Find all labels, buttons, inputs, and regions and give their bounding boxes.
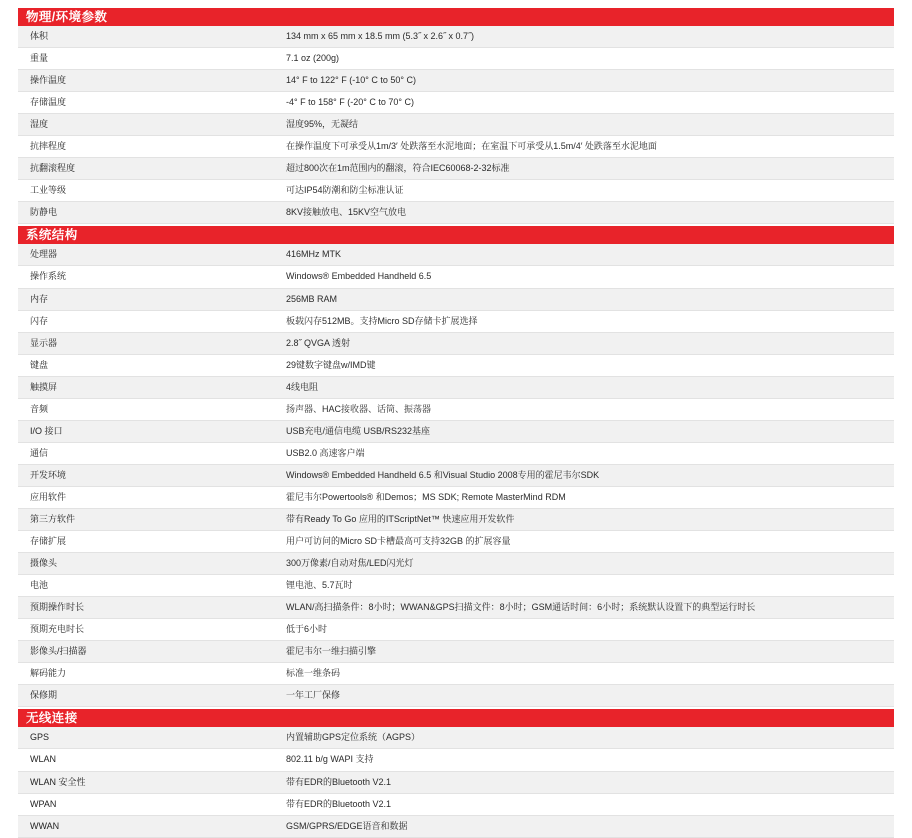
table-row (18, 310, 894, 332)
table-row (18, 180, 894, 202)
spec-label: 触摸屏 (18, 376, 280, 398)
table-row (18, 114, 894, 136)
spec-value: WLAN/高扫描条件：8小时；WWAN&GPS扫描文件：8小时；GSM通话时间：6小时；系统默认设置下的典型运行时长 (280, 597, 894, 619)
section-heading-physical: 物理/环境参数 (18, 8, 894, 26)
spec-label: WWAN (18, 815, 280, 837)
spec-value: 14° F to 122° F (-10° C to 50° C) (280, 70, 894, 92)
spec-value: 7.1 oz (200g) (280, 48, 894, 70)
spec-value: 带有Ready To Go 应用的ITScriptNet™ 快速应用开发软件 (280, 508, 894, 530)
table-row (18, 266, 894, 288)
spec-value: 锂电池、5.7瓦时 (280, 575, 894, 597)
spec-value: 256MB RAM (280, 288, 894, 310)
spec-value: 霍尼韦尔Powertools® 和Demos；MS SDK; Remote MasterMind RDM (280, 486, 894, 508)
spec-value: -4° F to 158° F (-20° C to 70° C) (280, 92, 894, 114)
spec-label: 体积 (18, 26, 280, 48)
spec-sheet (0, 8, 912, 838)
spec-value: 4线电阻 (280, 376, 894, 398)
spec-label: 抗翻滚程度 (18, 158, 280, 180)
spec-label: WLAN (18, 749, 280, 771)
table-row (18, 597, 894, 619)
spec-value: 可达IP54防潮和防尘标准认证 (280, 180, 894, 202)
table-row (18, 202, 894, 224)
table-row (18, 26, 894, 48)
spec-value: 超过800次在1m范围内的翻滚，符合IEC60068-2-32标准 (280, 158, 894, 180)
spec-value: 在操作温度下可承受从1m/3′ 处跌落至水泥地面；在室温下可承受从1.5m/4′ 处跌落至水泥地面 (280, 136, 894, 158)
spec-label: 操作系统 (18, 266, 280, 288)
table-row (18, 749, 894, 771)
spec-value: 低于6小时 (280, 619, 894, 641)
table-row (18, 793, 894, 815)
spec-value: 扬声器、HAC接收器、话筒、振荡器 (280, 398, 894, 420)
spec-value: 2.8˝ QVGA 透射 (280, 332, 894, 354)
table-row (18, 70, 894, 92)
table-row (18, 420, 894, 442)
table-row (18, 288, 894, 310)
spec-value: 带有EDR的Bluetooth V2.1 (280, 793, 894, 815)
spec-value: GSM/GPRS/EDGE语音和数据 (280, 815, 894, 837)
spec-label: WLAN 安全性 (18, 771, 280, 793)
spec-value: 8KV接触放电、15KV空气放电 (280, 202, 894, 224)
spec-value: 标准一维条码 (280, 663, 894, 685)
spec-label: 应用软件 (18, 486, 280, 508)
table-row (18, 464, 894, 486)
table-row (18, 508, 894, 530)
table-row (18, 641, 894, 663)
section-heading-system: 系统结构 (18, 226, 894, 244)
spec-table-system (18, 244, 894, 707)
spec-value: 用户可访问的Micro SD卡槽最高可支持32GB 的扩展容量 (280, 531, 894, 553)
spec-value: Windows® Embedded Handheld 6.5 (280, 266, 894, 288)
spec-label: 第三方软件 (18, 508, 280, 530)
spec-value: 霍尼韦尔一维扫描引擎 (280, 641, 894, 663)
spec-value: 134 mm x 65 mm x 18.5 mm (5.3˝ x 2.6˝ x 0.7˝) (280, 26, 894, 48)
spec-label: 电池 (18, 575, 280, 597)
table-row (18, 531, 894, 553)
table-row (18, 332, 894, 354)
spec-label: 通信 (18, 442, 280, 464)
spec-value: 29键数字键盘w/IMD键 (280, 354, 894, 376)
spec-value: 内置辅助GPS定位系统（AGPS） (280, 727, 894, 749)
spec-label: 重量 (18, 48, 280, 70)
spec-label: WPAN (18, 793, 280, 815)
spec-label: 键盘 (18, 354, 280, 376)
spec-label: 解码能力 (18, 663, 280, 685)
table-row (18, 619, 894, 641)
spec-value: 416MHz MTK (280, 244, 894, 266)
spec-label: 闪存 (18, 310, 280, 332)
table-row (18, 442, 894, 464)
spec-label: 预期操作时长 (18, 597, 280, 619)
spec-label: 显示器 (18, 332, 280, 354)
spec-value: Windows® Embedded Handheld 6.5 和Visual Studio 2008专用的霍尼韦尔SDK (280, 464, 894, 486)
spec-value: 300万像素/自动对焦/LED闪光灯 (280, 553, 894, 575)
spec-value: 板载闪存512MB。支持Micro SD存储卡扩展选择 (280, 310, 894, 332)
table-row (18, 136, 894, 158)
table-row (18, 486, 894, 508)
spec-label: 音频 (18, 398, 280, 420)
spec-value: 带有EDR的Bluetooth V2.1 (280, 771, 894, 793)
spec-label: 存储扩展 (18, 531, 280, 553)
table-row (18, 354, 894, 376)
table-row (18, 771, 894, 793)
spec-label: 处理器 (18, 244, 280, 266)
spec-value: USB2.0 高速客户端 (280, 442, 894, 464)
spec-label: 工业等级 (18, 180, 280, 202)
table-row (18, 92, 894, 114)
spec-value: 802.11 b/g WAPI 支持 (280, 749, 894, 771)
spec-label: 操作温度 (18, 70, 280, 92)
table-row (18, 685, 894, 707)
spec-label: I/O 接口 (18, 420, 280, 442)
table-row (18, 376, 894, 398)
spec-label: 保修期 (18, 685, 280, 707)
section-heading-wireless: 无线连接 (18, 709, 894, 727)
table-row (18, 244, 894, 266)
spec-label: 开发环境 (18, 464, 280, 486)
table-row (18, 815, 894, 837)
spec-label: 影像头/扫描器 (18, 641, 280, 663)
spec-label: 预期充电时长 (18, 619, 280, 641)
spec-label: 存储温度 (18, 92, 280, 114)
spec-value: 一年工厂保修 (280, 685, 894, 707)
table-row (18, 575, 894, 597)
spec-table-wireless (18, 727, 894, 837)
table-row (18, 663, 894, 685)
spec-label: 摄像头 (18, 553, 280, 575)
table-row (18, 398, 894, 420)
spec-label: GPS (18, 727, 280, 749)
spec-label: 内存 (18, 288, 280, 310)
table-row (18, 553, 894, 575)
spec-label: 防静电 (18, 202, 280, 224)
table-row (18, 727, 894, 749)
spec-label: 抗摔程度 (18, 136, 280, 158)
spec-value: USB充电/通信电缆 USB/RS232基座 (280, 420, 894, 442)
table-row (18, 48, 894, 70)
spec-label: 湿度 (18, 114, 280, 136)
spec-value: 湿度95%，无凝结 (280, 114, 894, 136)
table-row (18, 158, 894, 180)
spec-table-physical (18, 26, 894, 224)
